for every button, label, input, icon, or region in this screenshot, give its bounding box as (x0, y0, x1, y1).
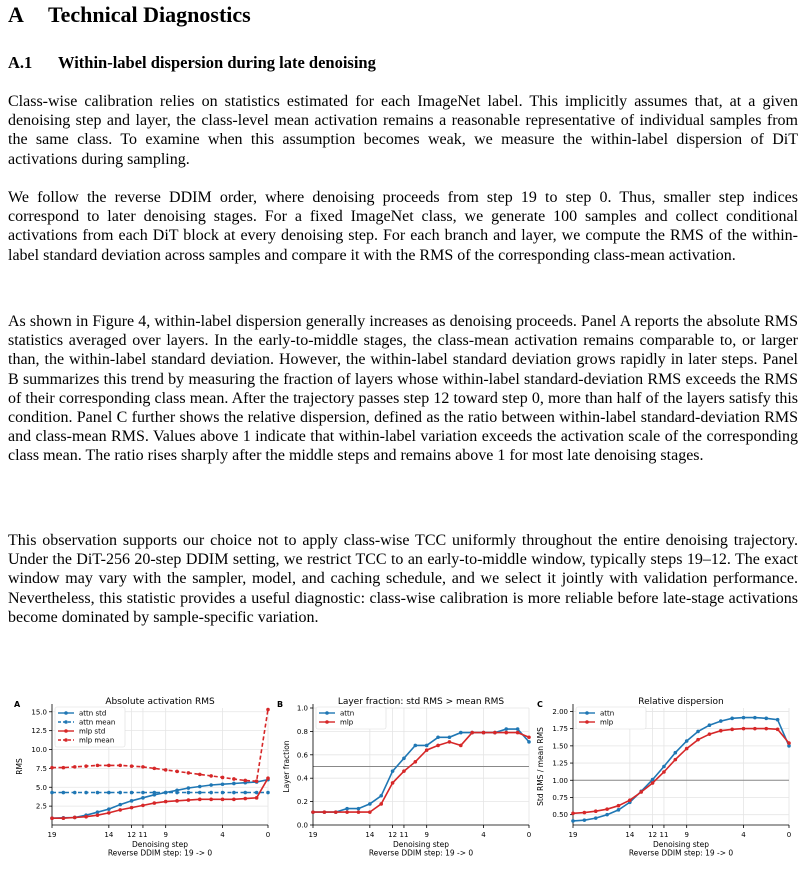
legend-marker (585, 711, 589, 715)
chart-panel-a (14, 697, 270, 858)
y-tick-label: 0.4 (296, 774, 308, 783)
section-number: A (8, 2, 24, 27)
data-point (448, 740, 452, 744)
data-point (583, 811, 587, 815)
data-point (470, 731, 474, 735)
data-point (266, 776, 270, 780)
series-line-mlp-std (52, 778, 268, 818)
data-point (221, 791, 225, 795)
chart-title: Relative dispersion (638, 697, 724, 707)
data-point (255, 791, 259, 795)
data-point (696, 738, 700, 742)
data-point (493, 731, 497, 735)
data-point (232, 782, 236, 786)
data-point (118, 808, 122, 812)
data-point (742, 716, 746, 720)
data-point (118, 764, 122, 768)
data-point (571, 819, 575, 823)
data-point (787, 741, 791, 745)
data-point (617, 808, 621, 812)
data-point (527, 740, 531, 744)
data-point (209, 791, 213, 795)
y-tick-label: 0.8 (296, 727, 308, 736)
data-point (107, 807, 111, 811)
paragraph-1: Class-wise calibration relies on statistics estimated for each ImageNet label. This implicitly assumes that, at a given denoising step and layer, the class-level mean activation remains a reasonable representative of individual samples from the same class. To examine when this assumption becomes weak, we measure the within-label dispersion of DiT activations during sampling. (8, 93, 798, 168)
data-point (391, 781, 395, 785)
x-tick-label: 12 (648, 831, 658, 839)
data-point (527, 735, 531, 739)
y-axis-label: RMS (15, 758, 24, 775)
y-axis-label: Layer fraction (282, 740, 291, 793)
data-point (742, 727, 746, 731)
legend-marker (64, 738, 68, 742)
y-tick-label: 1.75 (552, 725, 568, 734)
x-tick-label: 4 (220, 831, 225, 839)
data-point (719, 729, 723, 733)
x-tick-label: 14 (625, 831, 635, 839)
data-point (628, 798, 632, 802)
y-tick-label: 1.25 (552, 759, 568, 768)
x-tick-label: 14 (104, 831, 114, 839)
y-tick-label: 5.0 (35, 783, 47, 792)
data-point (594, 816, 598, 820)
data-point (255, 779, 259, 783)
data-point (118, 803, 122, 807)
data-point (221, 798, 225, 802)
subsection-heading (8, 53, 376, 73)
data-point (130, 799, 134, 803)
data-point (62, 766, 66, 770)
data-point (730, 728, 734, 732)
y-tick-label: 0.50 (552, 811, 568, 820)
legend (55, 707, 125, 747)
x-tick-label: 19 (308, 831, 318, 839)
data-point (50, 766, 54, 770)
paragraph-2: We follow the reverse DDIM order, where denoising proceeds from step 19 to step 0. Thus, smaller step indices correspond to later denoising stages. For a fixed ImageNet class, we generate 100 samples and collect conditional activations from each DiT block at every denoising step. For each branch and layer, we compute the RMS of the within-label standard deviation across samples and compare it with the RMS of the corresponding class-mean activation. (8, 189, 798, 264)
x-tick-label: 9 (424, 831, 429, 839)
legend-label: mlp std (79, 727, 106, 736)
x-tick-label: 4 (481, 831, 486, 839)
y-tick-label: 2.5 (35, 802, 47, 811)
subsection-title: Within-label dispersion during late denoising (58, 53, 376, 72)
data-point (243, 791, 247, 795)
data-point (459, 731, 463, 735)
data-point (425, 744, 429, 748)
x-tick-label: 0 (526, 831, 532, 839)
data-point (187, 771, 191, 775)
x-tick-label: 4 (741, 831, 746, 839)
section-heading (8, 2, 251, 28)
data-point (571, 812, 575, 816)
x-axis-label: Denoising step (393, 840, 449, 849)
data-point (175, 770, 179, 774)
y-tick-label: 0.0 (296, 821, 308, 830)
data-point (96, 813, 100, 817)
panel-label: B (277, 700, 284, 709)
x-axis-label: Reverse DDIM step: 19 -> 0 (628, 848, 734, 858)
x-tick-label: 0 (265, 831, 271, 839)
data-point (639, 790, 643, 794)
y-tick-label: 10.0 (31, 746, 47, 755)
data-point (141, 765, 145, 769)
data-point (436, 735, 440, 739)
data-point (753, 716, 757, 720)
legend-marker (64, 720, 68, 724)
data-point (583, 818, 587, 822)
data-point (459, 744, 463, 748)
data-point (662, 765, 666, 769)
y-tick-label: 15.0 (31, 708, 47, 717)
data-point (153, 801, 157, 805)
data-point (175, 791, 179, 795)
legend-label: attn (600, 709, 615, 718)
data-point (73, 791, 77, 795)
data-point (504, 731, 508, 735)
data-point (153, 791, 157, 795)
data-point (323, 810, 327, 814)
data-point (753, 727, 757, 731)
data-point (730, 717, 734, 721)
y-tick-label: 0.75 (552, 793, 568, 802)
y-tick-label: 7.5 (35, 764, 47, 773)
legend-marker (64, 729, 68, 733)
data-point (504, 727, 508, 731)
legend-marker (325, 720, 329, 724)
data-point (357, 810, 361, 814)
data-point (187, 791, 191, 795)
data-point (379, 802, 383, 806)
section-title: Technical Diagnostics (48, 2, 251, 27)
data-point (776, 718, 780, 722)
data-point (708, 723, 712, 727)
data-point (50, 816, 54, 820)
series-line-attn (313, 729, 529, 812)
x-tick-label: 12 (388, 831, 398, 839)
data-point (719, 719, 723, 723)
data-point (448, 735, 452, 739)
data-point (594, 809, 598, 813)
x-tick-label: 9 (684, 831, 689, 839)
data-point (651, 781, 655, 785)
data-point (334, 810, 338, 814)
y-axis-label: Std RMS / mean RMS (536, 727, 545, 806)
data-point (84, 764, 88, 768)
chart-title: Absolute activation RMS (105, 697, 215, 707)
data-point (662, 770, 666, 774)
panel-label: A (14, 700, 21, 709)
x-tick-label: 19 (568, 831, 578, 839)
legend (316, 707, 386, 729)
legend-marker (325, 711, 329, 715)
data-point (685, 739, 689, 743)
series-line-mlp (313, 733, 529, 813)
subsection-number: A.1 (8, 53, 33, 72)
chart-panel-b (277, 697, 531, 858)
data-point (425, 748, 429, 752)
data-point (516, 727, 520, 731)
data-point (84, 791, 88, 795)
data-point (617, 804, 621, 808)
data-point (414, 760, 418, 764)
data-point (141, 804, 145, 808)
data-point (368, 810, 372, 814)
legend-label: mlp (340, 718, 354, 727)
data-point (696, 730, 700, 734)
data-point (482, 731, 486, 735)
data-point (357, 807, 361, 811)
legend-marker (585, 720, 589, 724)
data-point (198, 785, 202, 789)
legend-label: mlp mean (79, 736, 115, 745)
data-point (368, 802, 372, 806)
data-point (50, 791, 54, 795)
data-point (232, 777, 236, 781)
data-point (96, 764, 100, 768)
chart-title: Layer fraction: std RMS > mean RMS (337, 697, 505, 707)
data-point (255, 796, 259, 800)
data-point (141, 791, 145, 795)
x-axis-label: Reverse DDIM step: 19 -> 0 (107, 848, 213, 858)
data-point (379, 794, 383, 798)
legend-label: attn mean (79, 718, 116, 727)
data-point (209, 774, 213, 778)
data-point (198, 791, 202, 795)
data-point (402, 769, 406, 773)
legend-label: attn (340, 709, 355, 718)
y-tick-label: 1.50 (552, 742, 568, 751)
data-point (62, 791, 66, 795)
data-point (107, 764, 111, 768)
data-point (198, 798, 202, 802)
data-point (243, 797, 247, 801)
data-point (153, 767, 157, 771)
data-point (84, 815, 88, 819)
data-point (164, 791, 168, 795)
data-point (345, 807, 349, 811)
series-line-attn (573, 718, 789, 821)
data-point (130, 791, 134, 795)
data-point (107, 811, 111, 815)
data-point (221, 782, 225, 786)
x-axis-label: Denoising step (132, 840, 188, 849)
data-point (402, 757, 406, 761)
y-tick-label: 0.6 (296, 751, 308, 760)
legend-marker (64, 711, 68, 715)
data-point (674, 751, 678, 755)
data-point (164, 800, 168, 804)
data-point (266, 791, 270, 795)
data-point (96, 791, 100, 795)
paragraph-4: This observation supports our choice not to apply class-wise TCC uniformly throughout the entire denoising trajectory. Under the DiT-256 20-step DDIM setting, we restrict TCC to an early-to-middle window, typically steps 19–12. The exact window may vary with the sampler, model, and caching schedule, and we select it jointly with validation performance. Nevertheless, this statistic provides a useful diagnostic: class-wise calibration is more reliable before late-stage activations become dominated by sample-specific variation. (8, 532, 798, 626)
data-point (232, 791, 236, 795)
y-tick-label: 12.5 (31, 727, 47, 736)
data-point (209, 798, 213, 802)
data-point (414, 744, 418, 748)
data-point (118, 791, 122, 795)
x-tick-label: 11 (138, 831, 148, 839)
x-tick-label: 0 (786, 831, 792, 839)
data-point (130, 806, 134, 810)
data-point (391, 769, 395, 773)
data-point (62, 816, 66, 820)
data-point (776, 728, 780, 732)
chart-panel-c (536, 697, 791, 858)
legend-label: mlp (600, 718, 614, 727)
data-point (130, 764, 134, 768)
x-axis-label: Denoising step (653, 840, 709, 849)
data-point (605, 807, 609, 811)
data-point (73, 816, 77, 820)
x-tick-label: 19 (47, 831, 57, 839)
data-point (107, 791, 111, 795)
x-tick-label: 12 (127, 831, 137, 839)
x-tick-label: 9 (163, 831, 168, 839)
series-line-mlp (573, 729, 789, 814)
data-point (243, 779, 247, 783)
x-axis-label: Reverse DDIM step: 19 -> 0 (368, 848, 474, 858)
panel-label: C (537, 700, 543, 709)
x-tick-label: 11 (399, 831, 409, 839)
data-point (209, 783, 213, 787)
data-point (266, 708, 270, 712)
y-tick-label: 1.00 (552, 776, 568, 785)
y-tick-label: 2.00 (552, 707, 568, 716)
data-point (685, 747, 689, 751)
data-point (674, 758, 678, 762)
data-point (141, 796, 145, 800)
data-point (232, 798, 236, 802)
y-tick-label: 1.0 (296, 704, 308, 713)
data-point (164, 768, 168, 772)
data-point (605, 813, 609, 817)
figure-4 (0, 690, 807, 873)
data-point (187, 786, 191, 790)
data-point (764, 717, 768, 721)
data-point (73, 765, 77, 769)
x-tick-label: 11 (659, 831, 669, 839)
data-point (221, 776, 225, 780)
figure-svg (0, 690, 807, 873)
data-point (198, 773, 202, 777)
data-point (516, 731, 520, 735)
y-tick-label: 0.2 (296, 798, 308, 807)
data-point (175, 799, 179, 803)
data-point (345, 810, 349, 814)
data-point (436, 744, 440, 748)
data-point (764, 727, 768, 731)
legend (576, 707, 646, 729)
data-point (708, 732, 712, 736)
legend-label: attn std (79, 709, 107, 718)
x-tick-label: 14 (365, 831, 375, 839)
data-point (311, 810, 315, 814)
data-point (187, 798, 191, 802)
paragraph-3: As shown in Figure 4, within-label dispersion generally increases as denoising proceeds. Panel A reports the absolute RMS statistics averaged over layers. In the early-to-middle stages, the class-mean activation remains comparable to, or larger than, the within-label standard deviation. However, the within-label standard deviation grows rapidly in later steps. Panel B summarizes this trend by measuring the fraction of layers whose within-label standard-deviation RMS exceeds the RMS of their corresponding class mean. After the trajectory passes step 12 toward step 0, more than half of the layers satisfy this condition. Panel C further shows the relative dispersion, defined as the ratio between within-label standard-deviation RMS and class-mean RMS. Values above 1 indicate that within-label variation exceeds the activation scale of the corresponding class mean. The ratio rises sharply after the middle steps and remains above 1 for most late denoising stages. (8, 313, 798, 465)
